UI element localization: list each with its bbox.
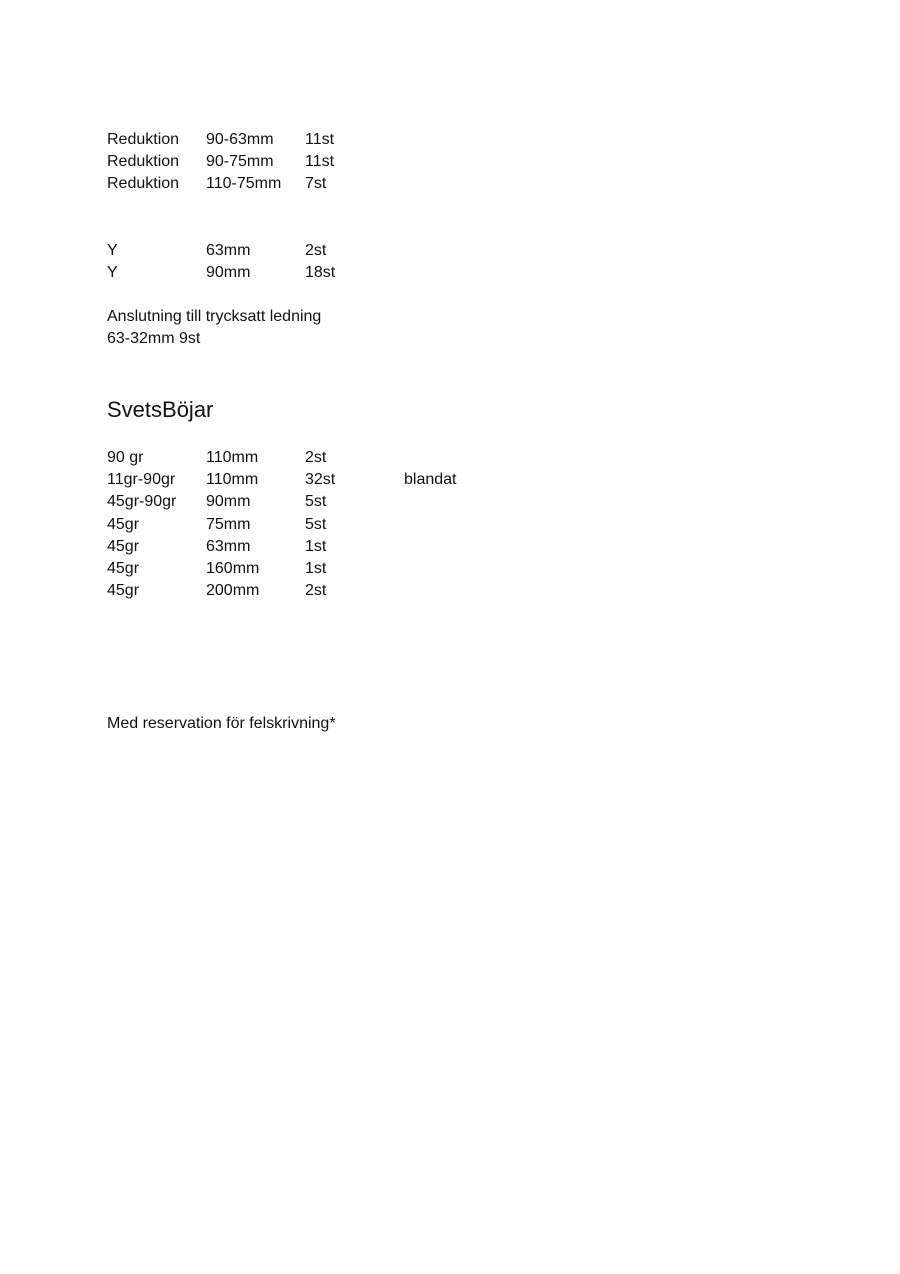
item-dimension: 110mm	[206, 449, 259, 466]
table-row	[107, 536, 524, 558]
item-dimension: 90-75mm	[206, 153, 274, 171]
table-row	[107, 514, 524, 536]
table-row	[107, 558, 524, 580]
table-row	[107, 151, 404, 173]
item-angle: 45gr-90gr	[107, 493, 177, 511]
item-quantity: 32st	[305, 471, 336, 489]
item-note	[404, 514, 524, 536]
section-heading: SvetsBöjar	[107, 397, 214, 422]
item-angle: 90 gr	[107, 449, 144, 466]
item-type: Reduktion	[107, 131, 180, 148]
item-quantity: 11st	[305, 153, 335, 171]
table-row	[107, 240, 404, 262]
table-row	[107, 491, 524, 513]
table-row	[107, 469, 524, 491]
item-dimension: 75mm	[206, 515, 251, 533]
item-type: Y	[107, 264, 118, 282]
item-dimension: 110-75mm	[206, 175, 282, 193]
item-note: blandat	[404, 471, 457, 489]
item-type: Y	[107, 242, 118, 259]
item-dimension: 90-63mm	[206, 131, 274, 148]
y-table	[107, 240, 404, 284]
anslutning-title: Anslutning till trycksatt ledning	[107, 308, 322, 325]
item-dimension: 110mm	[206, 471, 259, 489]
anslutning-section	[107, 306, 321, 350]
item-note	[404, 558, 524, 580]
item-angle: 11gr-90gr	[107, 471, 176, 489]
item-angle: 45gr	[107, 559, 140, 577]
item-quantity: 1st	[305, 559, 327, 577]
item-angle: 45gr	[107, 537, 140, 555]
item-quantity: 2st	[305, 449, 327, 466]
table-row	[107, 580, 524, 602]
item-quantity: 18st	[305, 264, 336, 282]
item-dimension: 160mm	[206, 559, 260, 577]
item-angle: 45gr	[107, 515, 140, 533]
item-quantity: 1st	[305, 537, 327, 555]
item-dimension: 90mm	[206, 493, 251, 511]
svetsbojar-table	[107, 447, 524, 602]
anslutning-detail: 63-32mm 9st	[107, 330, 201, 348]
table-row	[107, 447, 524, 469]
table-row	[107, 173, 404, 195]
item-note	[404, 580, 524, 602]
table-row	[107, 129, 404, 151]
item-dimension: 63mm	[206, 242, 251, 259]
item-quantity: 2st	[305, 242, 327, 259]
item-dimension: 200mm	[206, 582, 260, 600]
item-type: Reduktion	[107, 153, 180, 171]
item-quantity: 11st	[305, 131, 335, 148]
item-angle: 45gr	[107, 582, 140, 600]
table-row	[107, 262, 404, 284]
item-note	[404, 536, 524, 558]
item-note	[404, 447, 524, 469]
item-dimension: 63mm	[206, 537, 251, 555]
item-quantity: 5st	[305, 493, 327, 511]
item-quantity: 2st	[305, 582, 327, 600]
item-type: Reduktion	[107, 175, 180, 193]
reduktion-table	[107, 129, 404, 196]
disclaimer-note: Med reservation för felskrivning*	[107, 715, 336, 732]
item-dimension: 90mm	[206, 264, 251, 282]
item-note	[404, 491, 524, 513]
item-quantity: 5st	[305, 515, 327, 533]
item-quantity: 7st	[305, 175, 327, 193]
